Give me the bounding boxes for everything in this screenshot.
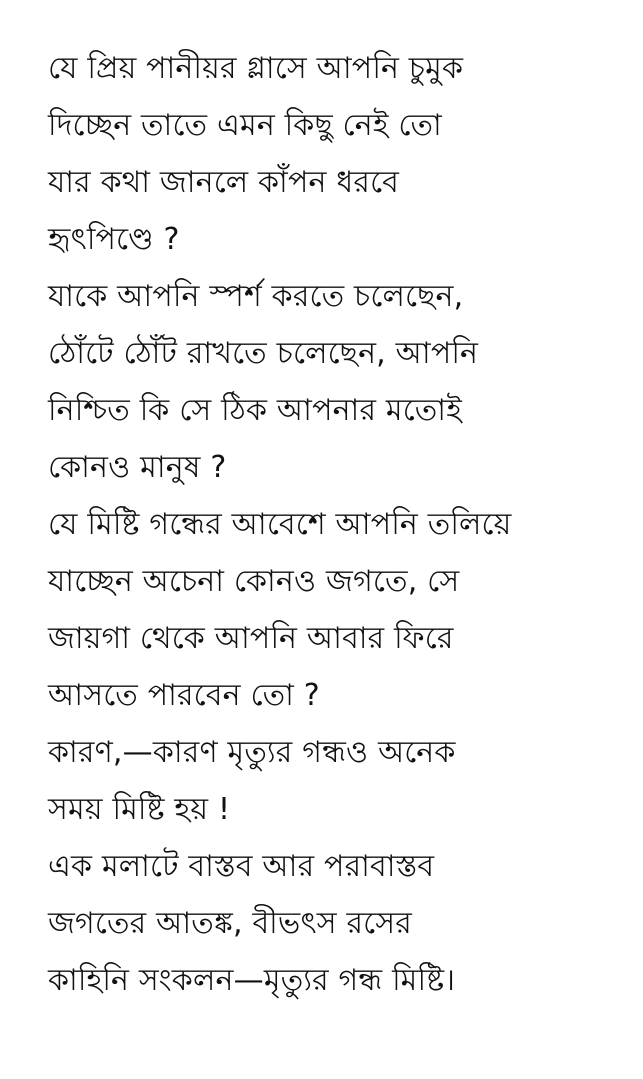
text-line: নিশ্চিত কি সে ঠিক আপনার মতোই [48, 393, 463, 428]
text-line: জগতের আতঙ্ক, বীভৎস রসের [48, 906, 412, 941]
text-line: ঠোঁটে ঠোঁট রাখতে চলেছেন, আপনি [48, 336, 479, 371]
text-line: কারণ,—কারণ মৃত্যুর গন্ধও অনেক [48, 735, 456, 770]
text-line: যাচ্ছেন অচেনা কোনও জগতে, সে [48, 564, 460, 599]
text-line: দিচ্ছেন তাতে এমন কিছু নেই তো [48, 108, 442, 143]
text-line: সময় মিষ্টি হয় ! [48, 792, 231, 827]
text-line: জায়গা থেকে আপনি আবার ফিরে [48, 621, 454, 656]
text-line: আসতে পারবেন তো ? [48, 678, 320, 713]
text-line: এক মলাটে বাস্তব আর পরাবাস্তব [48, 849, 435, 884]
text-line: যে মিষ্টি গন্ধের আবেশে আপনি তলিয়ে [48, 507, 512, 542]
text-line: যাকে আপনি স্পর্শ করতে চলেছেন, [48, 279, 464, 314]
text-line: হৃৎপিণ্ডে ? [48, 222, 180, 257]
text-line: কাহিনি সংকলন—মৃত্যুর গন্ধ মিষ্টি। [48, 963, 456, 998]
blurb-text [48, 40, 628, 1009]
text-line: যে প্রিয় পানীয়র গ্লাসে আপনি চুমুক [48, 51, 464, 86]
text-line: যার কথা জানলে কাঁপন ধরবে [48, 165, 400, 200]
text-line: কোনও মানুষ ? [48, 450, 227, 485]
